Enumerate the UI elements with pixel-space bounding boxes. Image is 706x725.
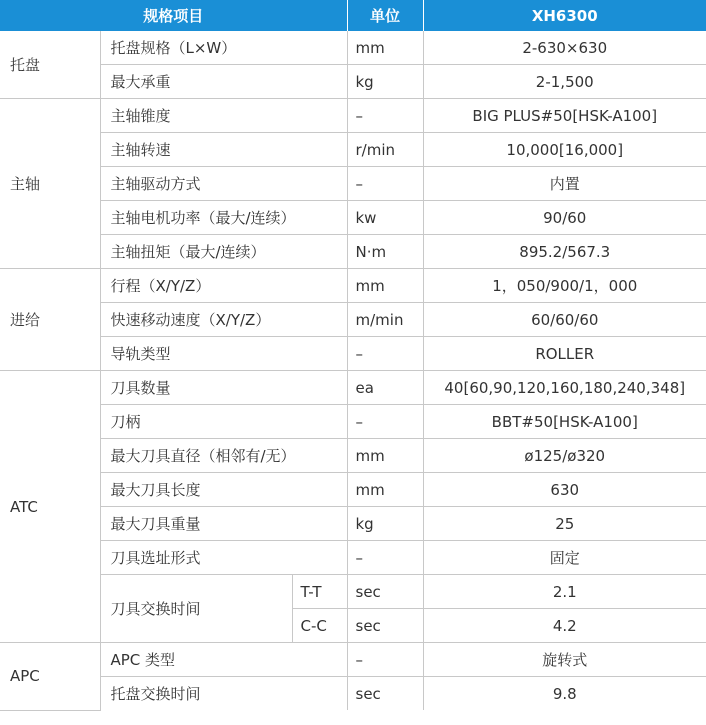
row-item: 刀具交换时间 (100, 575, 292, 643)
row-value: 630 (423, 473, 706, 507)
table-row (0, 133, 706, 167)
row-value: ø125/ø320 (423, 439, 706, 473)
row-value: 2-630×630 (423, 31, 706, 65)
row-unit: – (347, 643, 423, 677)
row-unit: mm (347, 269, 423, 303)
row-item: 主轴扭矩（最大/连续） (100, 235, 347, 269)
table-row (0, 269, 706, 303)
row-value: 895.2/567.3 (423, 235, 706, 269)
group-apc: APC (0, 643, 100, 711)
row-item: 托盘规格（L×W） (100, 31, 347, 65)
table-row (0, 439, 706, 473)
row-unit: – (347, 405, 423, 439)
table-row (0, 303, 706, 337)
row-value: 10,000[16,000] (423, 133, 706, 167)
table-row (0, 677, 706, 711)
row-item: 刀具数量 (100, 371, 347, 405)
row-unit: mm (347, 439, 423, 473)
row-item: 行程（X/Y/Z） (100, 269, 347, 303)
table-row (0, 167, 706, 201)
row-unit: sec (347, 575, 423, 609)
header-model: XH6300 (423, 0, 706, 31)
row-value: 2.1 (423, 575, 706, 609)
table-row (0, 201, 706, 235)
group-pallet: 托盘 (0, 31, 100, 99)
row-value: 固定 (423, 541, 706, 575)
row-unit: r/min (347, 133, 423, 167)
table-row (0, 31, 706, 65)
row-unit: mm (347, 473, 423, 507)
table-row (0, 541, 706, 575)
table-row (0, 371, 706, 405)
row-value: 2-1,500 (423, 65, 706, 99)
header-row (0, 0, 706, 31)
row-value: 1，050/900/1，000 (423, 269, 706, 303)
row-value: 旋转式 (423, 643, 706, 677)
table-row (0, 337, 706, 371)
group-spindle: 主轴 (0, 99, 100, 269)
table-row (0, 405, 706, 439)
row-item: 主轴驱动方式 (100, 167, 347, 201)
row-item: 最大刀具重量 (100, 507, 347, 541)
header-unit: 单位 (347, 0, 423, 31)
row-unit: – (347, 167, 423, 201)
group-atc: ATC (0, 371, 100, 643)
row-item: 最大刀具长度 (100, 473, 347, 507)
table-row (0, 473, 706, 507)
row-item: APC 类型 (100, 643, 347, 677)
row-item: 最大承重 (100, 65, 347, 99)
row-value: 25 (423, 507, 706, 541)
row-item: 托盘交换时间 (100, 677, 347, 711)
table-row (0, 643, 706, 677)
row-item: 快速移动速度（X/Y/Z） (100, 303, 347, 337)
row-subitem: C-C (292, 609, 347, 643)
group-feed: 进给 (0, 269, 100, 371)
row-value: BBT#50[HSK-A100] (423, 405, 706, 439)
row-unit: – (347, 337, 423, 371)
table-row (0, 507, 706, 541)
row-value: BIG PLUS#50[HSK-A100] (423, 99, 706, 133)
header-spec-item: 规格项目 (0, 0, 347, 31)
row-value: 9.8 (423, 677, 706, 711)
row-unit: sec (347, 609, 423, 643)
row-unit: mm (347, 31, 423, 65)
row-value: ROLLER (423, 337, 706, 371)
row-unit: ea (347, 371, 423, 405)
row-item: 刀柄 (100, 405, 347, 439)
row-value: 内置 (423, 167, 706, 201)
row-unit: kg (347, 65, 423, 99)
row-value: 4.2 (423, 609, 706, 643)
row-item: 最大刀具直径（相邻有/无） (100, 439, 347, 473)
row-item: 导轨类型 (100, 337, 347, 371)
row-subitem: T-T (292, 575, 347, 609)
row-value: 60/60/60 (423, 303, 706, 337)
row-item: 刀具选址形式 (100, 541, 347, 575)
row-item: 主轴转速 (100, 133, 347, 167)
table-row (0, 99, 706, 133)
table-row (0, 575, 706, 609)
row-unit: kg (347, 507, 423, 541)
row-unit: kw (347, 201, 423, 235)
row-value: 90/60 (423, 201, 706, 235)
row-unit: sec (347, 677, 423, 711)
row-unit: m/min (347, 303, 423, 337)
table-row (0, 235, 706, 269)
row-value: 40[60,90,120,160,180,240,348] (423, 371, 706, 405)
row-item: 主轴锥度 (100, 99, 347, 133)
table-row (0, 65, 706, 99)
row-item: 主轴电机功率（最大/连续） (100, 201, 347, 235)
row-unit: – (347, 99, 423, 133)
row-unit: – (347, 541, 423, 575)
row-unit: N·m (347, 235, 423, 269)
